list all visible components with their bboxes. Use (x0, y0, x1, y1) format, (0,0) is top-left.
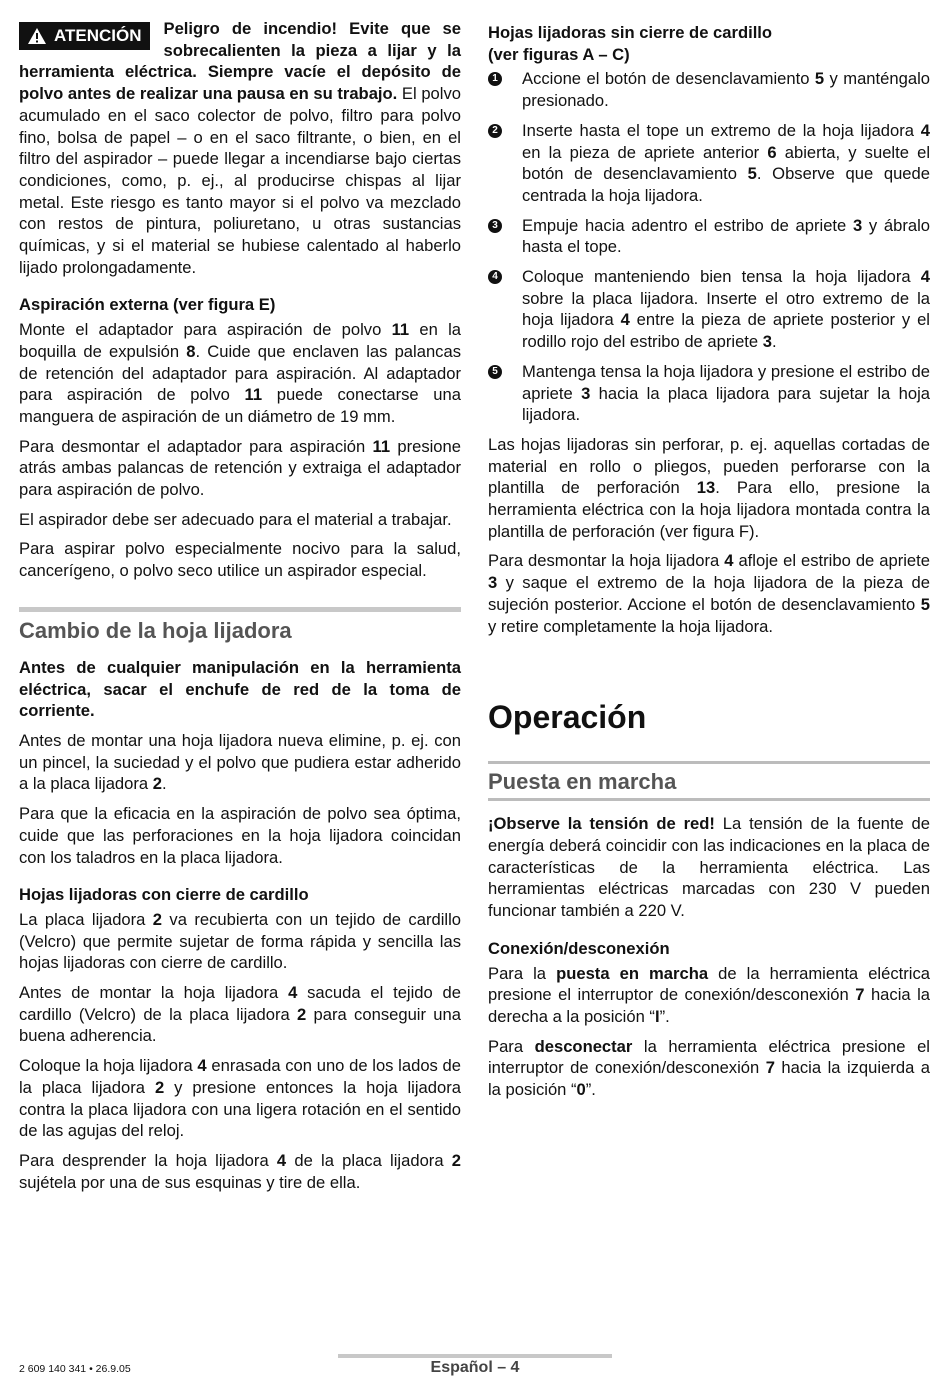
document-code: 2 609 140 341 • 26.9.05 (19, 1363, 131, 1375)
puesta-section-title: Puesta en marcha (488, 761, 930, 801)
conexion-p2: Para desconectar la herramienta eléctrica presione el interruptor de conexión/desconexión 7 hacia la izquierda a la posición “0”. (488, 1036, 930, 1100)
aspiracion-p1: Monte el adaptador para aspiración de polvo 11 en la boquilla de expulsión 8. Cuide que enclaven las palancas de retención del adaptador para aspiración. Al adaptador para aspiración de polvo 11 puede conectarse una manguera de aspiración de un diámetro de 19 mm. (19, 320, 461, 426)
velcro-p2: Antes de montar la hoja lijadora 4 sacuda el tejido de cardillo (Velcro) de la placa lijadora 2 para conseguir una buena adherencia. (19, 983, 462, 1046)
tension-paragraph: ¡Observe la tensión de red! La tensión de la fuente de energía deberá coincidir con las indicaciones en la placa de características de la herramienta eléctrica. Las herramientas eléctricas marcadas con 230 V pueden funcionar también a 220 V. (488, 814, 931, 921)
aspiracion-p4: Para aspirar polvo especialmente nocivo para la salud, cancerígeno, o polvo seco utilice un aspirador especial. (19, 539, 461, 581)
warning-badge (19, 22, 150, 50)
cambio-bold-warning: Antes de cualquier manipulación en la herramienta eléctrica, sacar el enchufe de red de la toma de corriente. (19, 657, 461, 721)
cambio-section-title: Cambio de la hoja lijadora (19, 607, 461, 645)
list-item: 2 Inserte hasta el tope un extremo de la hoja lijadora 4 en la pieza de apriete anterior 6 abierta, y suelte el botón de desenclavamiento 5. Observe que quede centrada la hoja lijadora. (488, 120, 930, 207)
step-number-icon: 5 (488, 365, 502, 379)
page-footer (0, 1354, 950, 1379)
velcro-p1: La placa lijadora 2 va recubierta con un tejido de cardillo (Velcro) que permite sujetar de forma rápida y sencilla las hojas lijadoras con cierre de cardillo. (19, 909, 461, 973)
right-column (488, 18, 930, 1109)
steps-list (488, 68, 930, 426)
step-number-icon: 4 (488, 270, 502, 284)
conexion-p1: Para la puesta en marcha de la herramienta eléctrica presione el interruptor de conexión/desconexión 7 hacia la derecha a la posición “I”. (488, 963, 930, 1026)
velcro-heading: Hojas lijadoras con cierre de cardillo (19, 885, 309, 905)
operacion-title: Operación (488, 699, 647, 736)
fire-warning (19, 18, 461, 278)
list-item: 4 Coloque manteniendo bien tensa la hoja lijadora 4 sobre la placa lijadora. Inserte el otro extremo de la hoja lijadora 4 entre la pieza de apriete posterior y el rodillo rojo del estribo de apriete 3. (488, 266, 930, 353)
step-number-icon: 1 (488, 72, 502, 86)
list-item: 3 Empuje hacia adentro el estribo de apriete 3 y ábralo hasta el tope. (488, 215, 930, 258)
warning-badge-label: ATENCIÓN (54, 26, 142, 45)
aspiracion-p2: Para desmontar el adaptador para aspiración 11 presione atrás ambas palancas de retención y extraiga el adaptador para aspiración de polvo. (19, 436, 461, 500)
step-number-icon: 2 (488, 124, 502, 138)
cambio-p1: Antes de montar una hoja lijadora nueva elimine, p. ej. con un pincel, la suciedad y el polvo que pudiera estar adherido a la placa lijadora 2. (19, 730, 461, 794)
left-column (19, 18, 461, 1201)
list-item: 1 Accione el botón de desenclavamiento 5 y manténgalo presionado. (488, 68, 930, 111)
step-number-icon: 3 (488, 219, 502, 233)
warning-triangle-icon (27, 27, 47, 45)
desmontar-paragraph: Para desmontar la hoja lijadora 4 afloje el estribo de apriete 3 y saque el extremo de la hoja lijadora de la pieza de sujeción posterior. Accione el botón de desenclavamiento 5 y retire completamente la hoja lijadora. (488, 551, 931, 636)
list-item: 5 Mantenga tensa la hoja lijadora y presione el estribo de apriete 3 hacia la placa lijadora para sujetar la hoja lijadora. (488, 361, 930, 426)
footer-divider (338, 1354, 612, 1358)
conexion-heading: Conexión/desconexión (488, 938, 670, 958)
perforacion-paragraph: Las hojas lijadoras sin perforar, p. ej. aquellas cortadas de material en rollo o pliegos, pueden perforarse con la plantilla de perforación 13. Para ello, presione la herramienta eléctrica con la hoja lijadora montada contra la plantilla de perforación (ver figura F). (488, 434, 930, 541)
velcro-p3: Coloque la hoja lijadora 4 enrasada con uno de los lados de la placa lijadora 2 y presione entonces la hoja lijadora contra la placa lijadora con una ligera rotación en el sentido de las agujas del reloj. (19, 1056, 462, 1141)
cambio-p2: Para que la eficacia en la aspiración de polvo sea óptima, cuide que las perforaciones en la hoja lijadora coincidan con los taladros en la placa lijadora. (19, 804, 461, 867)
aspiracion-p3: El aspirador debe ser adecuado para el material a trabajar. (19, 509, 452, 529)
aspiracion-heading: Aspiración externa (ver figura E) (19, 295, 276, 315)
page-number: Español – 4 (430, 1359, 520, 1376)
sin-cierre-heading: Hojas lijadoras sin cierre de cardillo (ver figuras A – C) (488, 23, 773, 64)
warning-text: El polvo acumulado en el saco colector de polvo, filtro para polvo fino, bolsa de papel – o en el saco filtrante, o bien, en el filtro del aspirador – puede llegar a incendiarse bajo ciertas condiciones, como, p. ej., al producirse chispas al lijar metal. Este riesgo es tanto mayor si el polvo va mezclado con restos de pintura, poliuretano, u otras sustancias químicas, y si el material se hubiese calentado al haberlo lijado prolongadamente. (19, 84, 461, 277)
velcro-p4: Para desprender la hoja lijadora 4 de la placa lijadora 2 sujétela por una de sus esquinas y tire de ella. (19, 1150, 461, 1192)
warning-bold-text: Peligro de incendio! Evite que se sobrecalienten la pieza a lijar y la herramienta eléctrica. Siempre vacíe el depósito de polvo antes de realizar una pausa en su trabajo. (19, 19, 461, 104)
